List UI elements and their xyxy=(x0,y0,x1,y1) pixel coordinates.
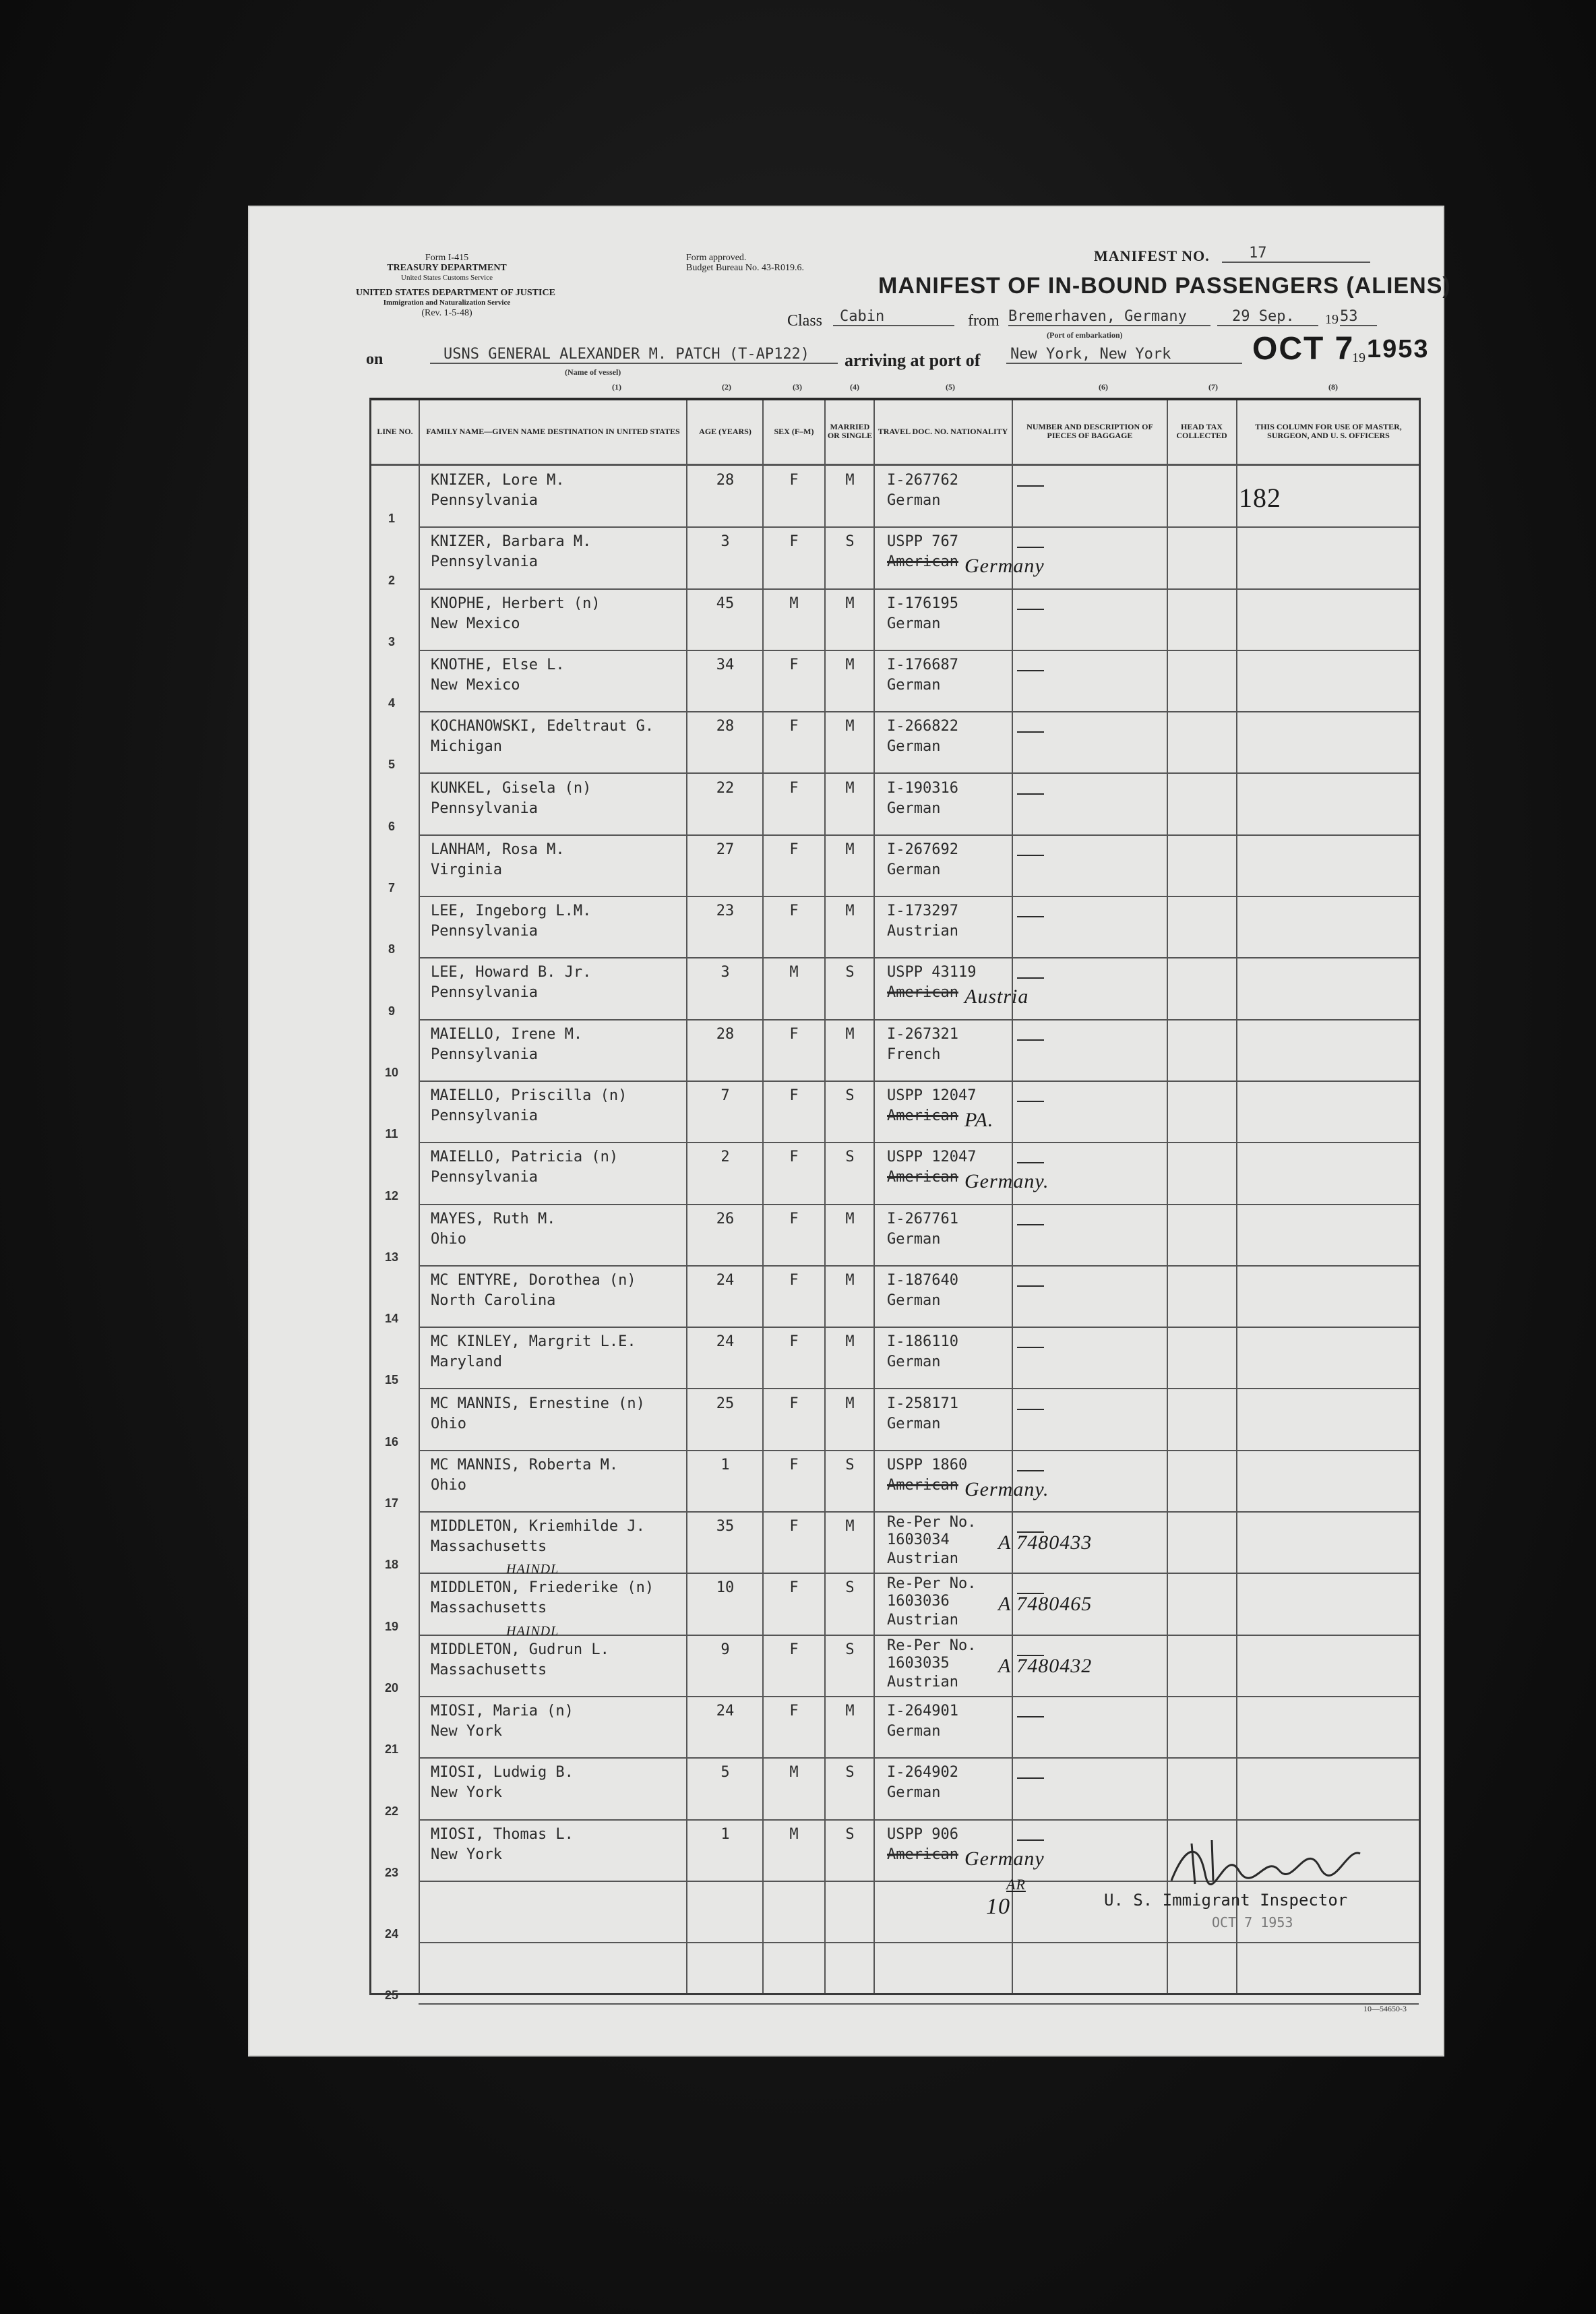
age-value: 2 xyxy=(720,1149,730,1166)
baggage-check-mark xyxy=(1017,793,1044,795)
travel-doc: USPP 12047 xyxy=(887,1149,977,1166)
passenger-name: LANHAM, Rosa M. xyxy=(431,841,565,858)
passenger-name: MC MANNIS, Ernestine (n) xyxy=(431,1395,645,1412)
travel-doc: I-176195 xyxy=(887,595,958,612)
baggage-check-mark xyxy=(1017,1224,1044,1225)
sex-value: F xyxy=(789,1703,799,1719)
passenger-name: MAIELLO, Irene M. xyxy=(431,1025,583,1043)
marital-status: M xyxy=(845,1210,855,1227)
count-suffix: AR xyxy=(1006,1876,1026,1893)
line-number: 8 xyxy=(388,942,395,956)
travel-doc: I-264901 xyxy=(887,1703,958,1719)
sex-value: F xyxy=(789,1579,799,1597)
marital-status: M xyxy=(845,1025,855,1043)
destination: Ohio xyxy=(431,1476,466,1494)
handwritten-nationality-note: A 7480465 xyxy=(998,1593,1093,1616)
sex-value: F xyxy=(789,1395,799,1412)
travel-doc: I-258171 xyxy=(887,1395,958,1412)
marital-status: M xyxy=(845,1395,855,1412)
marital-status: M xyxy=(845,718,855,735)
line-number: 10 xyxy=(384,1065,399,1079)
line-number: 17 xyxy=(384,1496,399,1511)
table-row xyxy=(371,1389,1419,1450)
passenger-name: MAYES, Ruth M. xyxy=(431,1210,556,1227)
baggage-check-mark xyxy=(1017,977,1044,979)
baggage-check-mark xyxy=(1017,1531,1044,1533)
marital-status: M xyxy=(845,1333,855,1351)
line-number: 6 xyxy=(388,819,395,833)
nationality: German xyxy=(887,676,941,694)
col-head-age: AGE (YEARS) xyxy=(699,426,751,436)
col-number: (2) xyxy=(722,382,731,392)
marital-status: M xyxy=(845,903,855,920)
destination: Maryland xyxy=(431,1353,502,1371)
table-row xyxy=(371,1696,1419,1757)
form-footer: 10—54650-3 xyxy=(1363,2004,1407,2013)
vessel-note: (Name of vessel) xyxy=(565,367,621,377)
age-value: 24 xyxy=(716,1333,735,1351)
nationality: French xyxy=(887,1045,941,1063)
sex-value: F xyxy=(789,1641,799,1658)
destination: North Carolina xyxy=(431,1291,556,1309)
travel-doc: USPP 906 xyxy=(887,1825,958,1843)
line-number: 24 xyxy=(384,1927,399,1941)
travel-doc: I-267761 xyxy=(887,1210,958,1227)
table-row xyxy=(371,1204,1419,1265)
line-number: 4 xyxy=(388,696,395,710)
handwritten-nationality-note: PA. xyxy=(964,1109,994,1131)
page-title: MANIFEST OF IN-BOUND PASSENGERS (ALIENS) xyxy=(878,273,1451,299)
sex-value: F xyxy=(789,1025,799,1043)
line-number: 14 xyxy=(384,1312,399,1326)
count-note: 10 xyxy=(986,1894,1010,1919)
col-head-officers: THIS COLUMN FOR USE OF MASTER, SURGEON, AND U. S. OFFICERS xyxy=(1255,422,1402,440)
table-row xyxy=(371,1450,1419,1511)
nationality: German xyxy=(887,738,941,756)
row-rule xyxy=(419,2003,1419,2005)
marital-status: S xyxy=(845,533,855,551)
from-value: Bremerhaven, Germany xyxy=(1008,308,1210,326)
passenger-name: MIOSI, Thomas L. xyxy=(431,1825,574,1843)
travel-doc: USPP 43119 xyxy=(887,964,977,981)
passenger-name: MIOSI, Maria (n) xyxy=(431,1703,574,1719)
table-row xyxy=(371,1757,1419,1819)
baggage-check-mark xyxy=(1017,1347,1044,1348)
sex-value: F xyxy=(789,1271,799,1289)
baggage-check-mark xyxy=(1017,1777,1044,1779)
passenger-name: MC ENTYRE, Dorothea (n) xyxy=(431,1271,636,1289)
baggage-check-mark xyxy=(1017,1716,1044,1717)
line-number: 13 xyxy=(384,1250,399,1264)
table-row xyxy=(371,1142,1419,1203)
baggage-check-mark xyxy=(1017,1285,1044,1287)
marital-status: M xyxy=(845,656,855,673)
destination: Pennsylvania xyxy=(431,923,538,940)
col-number: (6) xyxy=(1099,382,1108,392)
sex-value: F xyxy=(789,903,799,920)
age-value: 28 xyxy=(716,1025,735,1043)
destination: Massachusetts xyxy=(431,1661,547,1678)
marital-status: M xyxy=(845,595,855,612)
sex-value: F xyxy=(789,841,799,858)
destination: New Mexico xyxy=(431,615,520,632)
col-number: (8) xyxy=(1328,382,1338,392)
sex-value: F xyxy=(789,1333,799,1351)
form-line: Form I-415 xyxy=(425,253,469,263)
embarkation-note: (Port of embarkation) xyxy=(1047,330,1123,340)
table-row xyxy=(371,1019,1419,1080)
baggage-check-mark xyxy=(1017,1839,1044,1841)
nationality: German xyxy=(887,799,941,817)
baggage-check-mark xyxy=(1017,1101,1044,1102)
age-value: 22 xyxy=(716,779,735,797)
age-value: 10 xyxy=(716,1579,735,1597)
year-prefix: 19 xyxy=(1325,312,1339,327)
age-value: 9 xyxy=(720,1641,730,1658)
passenger-name: MC KINLEY, Margrit L.E. xyxy=(431,1333,636,1351)
marital-status: S xyxy=(845,1764,855,1782)
destination: Pennsylvania xyxy=(431,1169,538,1186)
passenger-name: LEE, Ingeborg L.M. xyxy=(431,903,592,920)
marital-status: M xyxy=(845,1518,855,1535)
nationality: German xyxy=(887,1723,941,1740)
destination: Massachusetts xyxy=(431,1538,547,1556)
col-number: (7) xyxy=(1208,382,1218,392)
nationality: German xyxy=(887,1784,941,1802)
passenger-table xyxy=(369,398,1421,2003)
col-head-line-no: LINE NO. xyxy=(377,426,413,436)
travel-doc: USPP 12047 xyxy=(887,1087,977,1104)
class-label: Class xyxy=(787,312,823,330)
travel-doc: I-267321 xyxy=(887,1025,958,1043)
form-line: United States Customs Service xyxy=(401,274,493,282)
approval-block xyxy=(686,253,804,273)
passenger-name: MC MANNIS, Roberta M. xyxy=(431,1456,619,1473)
handwritten-nationality-note: Germany xyxy=(964,555,1045,578)
age-value: 28 xyxy=(716,718,735,735)
nationality: Austrian xyxy=(887,923,958,940)
destination: New York xyxy=(431,1723,502,1740)
age-value: 35 xyxy=(716,1518,735,1535)
arrival-port: New York, New York xyxy=(1006,346,1242,364)
sex-value: M xyxy=(789,964,799,981)
baggage-check-mark xyxy=(1017,1162,1044,1163)
travel-doc: Re-Per No. 1603035 xyxy=(887,1637,977,1672)
passenger-name: KOCHANOWSKI, Edeltraut G. xyxy=(431,718,654,735)
marital-status: S xyxy=(845,964,855,981)
table-row xyxy=(371,526,1419,588)
travel-doc: I-187640 xyxy=(887,1271,958,1289)
sex-value: F xyxy=(789,1087,799,1104)
baggage-check-mark xyxy=(1017,731,1044,733)
nationality: German xyxy=(887,1353,941,1371)
age-value: 24 xyxy=(716,1703,735,1719)
age-value: 1 xyxy=(720,1825,730,1843)
baggage-check-mark xyxy=(1017,547,1044,548)
travel-doc: Re-Per No. 1603036 xyxy=(887,1575,977,1610)
table-row xyxy=(371,1327,1419,1388)
travel-doc: I-264902 xyxy=(887,1764,958,1782)
class-value: Cabin xyxy=(833,308,954,326)
nationality: Austrian xyxy=(887,1550,958,1568)
marital-status: S xyxy=(845,1641,855,1658)
dept-line: UNITED STATES DEPARTMENT OF JUSTICE xyxy=(356,288,555,298)
nationality: American xyxy=(887,1476,958,1494)
line-number: 19 xyxy=(384,1619,399,1633)
nationality: German xyxy=(887,1415,941,1432)
passenger-name: MIDDLETON, Kriemhilde J. xyxy=(431,1518,645,1535)
line-number: 9 xyxy=(388,1004,395,1018)
destination: Michigan xyxy=(431,738,502,756)
age-value: 1 xyxy=(720,1456,730,1473)
col-head-head-tax: HEAD TAX COLLECTED xyxy=(1176,422,1227,440)
line-number: 16 xyxy=(384,1434,399,1449)
nationality: American xyxy=(887,984,958,1002)
travel-doc: I-267692 xyxy=(887,841,958,858)
passenger-name: LEE, Howard B. Jr. xyxy=(431,964,592,981)
nationality: Austrian xyxy=(887,1612,958,1629)
table-row xyxy=(371,1265,1419,1327)
handwritten-nationality-note: Austria xyxy=(964,985,1029,1008)
arrival-year-stamp: 1953 xyxy=(1367,335,1430,363)
department-block xyxy=(356,288,555,318)
line-number: 11 xyxy=(385,1127,398,1141)
passenger-name: KUNKEL, Gisela (n) xyxy=(431,779,592,797)
age-value: 3 xyxy=(720,533,730,551)
destination: Pennsylvania xyxy=(431,553,538,571)
handwritten-nationality-note: A 7480432 xyxy=(998,1654,1093,1677)
destination: Pennsylvania xyxy=(431,492,538,509)
head-tax-mark: 182 xyxy=(1239,483,1281,513)
table-row xyxy=(371,896,1419,957)
marital-status: M xyxy=(845,841,855,858)
year-value: 53 xyxy=(1340,308,1377,326)
table-row xyxy=(371,1942,1419,2003)
inspector-date-stamp: OCT 7 1953 xyxy=(1212,1914,1293,1930)
passenger-name: KNIZER, Barbara M. xyxy=(431,533,592,551)
sex-value: M xyxy=(789,595,799,612)
age-value: 45 xyxy=(716,595,735,612)
vessel-value: USNS GENERAL ALEXANDER M. PATCH (T-AP122) xyxy=(430,346,838,364)
line-number: 7 xyxy=(388,881,395,895)
passenger-name: MIOSI, Ludwig B. xyxy=(431,1764,574,1782)
form-line: TREASURY DEPARTMENT xyxy=(387,263,507,273)
destination: Ohio xyxy=(431,1230,466,1248)
table-row xyxy=(371,773,1419,834)
destination: Virginia xyxy=(431,861,502,878)
table-row xyxy=(371,711,1419,772)
baggage-check-mark xyxy=(1017,1409,1044,1410)
form-id-block xyxy=(366,253,528,283)
nationality: German xyxy=(887,615,941,632)
baggage-check-mark xyxy=(1017,855,1044,856)
travel-doc: USPP 767 xyxy=(887,533,958,551)
handwritten-nationality-note: Germany. xyxy=(964,1478,1049,1500)
travel-doc: I-176687 xyxy=(887,656,958,673)
sex-value: F xyxy=(789,533,799,551)
baggage-check-mark xyxy=(1017,1039,1044,1041)
destination: Ohio xyxy=(431,1415,466,1432)
table-row xyxy=(371,957,1419,1018)
dept-line: (Rev. 1-5-48) xyxy=(421,308,472,318)
nationality: American xyxy=(887,1169,958,1186)
col-head-married: MARRIED OR SINGLE xyxy=(827,422,873,440)
age-value: 25 xyxy=(716,1395,735,1412)
baggage-check-mark xyxy=(1017,485,1044,487)
line-number: 5 xyxy=(388,758,395,772)
sex-value: F xyxy=(789,779,799,797)
age-value: 26 xyxy=(716,1210,735,1227)
arrival-date-stamp: OCT 7 xyxy=(1252,331,1355,367)
on-label: on xyxy=(366,351,383,368)
col-head-baggage: NUMBER AND DESCRIPTION OF PIECES OF BAGGAGE xyxy=(1026,422,1153,440)
inspector-signature xyxy=(1165,1833,1367,1894)
destination: New York xyxy=(431,1784,502,1802)
baggage-check-mark xyxy=(1017,1470,1044,1471)
line-number: 25 xyxy=(384,1988,399,2003)
marital-status: S xyxy=(845,1579,855,1597)
destination: Pennsylvania xyxy=(431,1045,538,1063)
marital-status: M xyxy=(845,1703,855,1719)
sex-value: F xyxy=(789,472,799,489)
dept-line: Immigration and Naturalization Service xyxy=(383,299,511,307)
handwritten-surname-correction: HAINDL xyxy=(506,1623,559,1639)
age-value: 34 xyxy=(716,656,735,673)
line-number: 20 xyxy=(384,1680,399,1695)
nationality: German xyxy=(887,861,941,878)
line-number: 3 xyxy=(388,634,395,648)
manifest-no-value: 17 xyxy=(1222,245,1370,263)
line-number: 15 xyxy=(384,1373,399,1387)
destination: New Mexico xyxy=(431,676,520,694)
passenger-name: MIDDLETON, Friederike (n) xyxy=(431,1579,654,1597)
line-number: 21 xyxy=(384,1742,399,1757)
travel-doc: I-173297 xyxy=(887,903,958,920)
passenger-name: KNOPHE, Herbert (n) xyxy=(431,595,601,612)
nationality: German xyxy=(887,1291,941,1309)
line-number: 18 xyxy=(384,1558,399,1572)
destination: Pennsylvania xyxy=(431,984,538,1002)
age-value: 27 xyxy=(716,841,735,858)
table-row xyxy=(371,1080,1419,1142)
from-label: from xyxy=(968,312,1000,330)
passenger-name: KNOTHE, Else L. xyxy=(431,656,565,673)
age-value: 3 xyxy=(720,964,730,981)
table-row xyxy=(371,588,1419,650)
passenger-name: MIDDLETON, Gudrun L. xyxy=(431,1641,609,1658)
nationality: German xyxy=(887,1230,941,1248)
col-number: (5) xyxy=(946,382,955,392)
marital-status: M xyxy=(845,779,855,797)
nationality: German xyxy=(887,492,941,509)
baggage-check-mark xyxy=(1017,609,1044,610)
marital-status: S xyxy=(845,1825,855,1843)
baggage-check-mark xyxy=(1017,1593,1044,1594)
nationality: American xyxy=(887,1846,958,1863)
table-row xyxy=(371,650,1419,711)
travel-doc: USPP 1860 xyxy=(887,1456,968,1473)
destination: Pennsylvania xyxy=(431,1107,538,1124)
age-value: 28 xyxy=(716,472,735,489)
sex-value: M xyxy=(789,1825,799,1843)
line-number: 2 xyxy=(388,573,395,587)
line-number: 1 xyxy=(388,512,395,526)
col-head-name: FAMILY NAME—GIVEN NAME DESTINATION IN UNITED STATES xyxy=(426,426,680,436)
col-number: (4) xyxy=(850,382,859,392)
col-number: (1) xyxy=(612,382,621,392)
age-value: 5 xyxy=(720,1764,730,1782)
passenger-name: MAIELLO, Patricia (n) xyxy=(431,1149,619,1166)
destination: New York xyxy=(431,1846,502,1863)
marital-status: S xyxy=(845,1456,855,1473)
baggage-check-mark xyxy=(1017,916,1044,917)
destination: Pennsylvania xyxy=(431,799,538,817)
age-value: 23 xyxy=(716,903,735,920)
sex-value: F xyxy=(789,1210,799,1227)
handwritten-nationality-note: Germany xyxy=(964,1847,1045,1870)
sex-value: M xyxy=(789,1764,799,1782)
travel-doc: I-190316 xyxy=(887,779,958,797)
passenger-name: KNIZER, Lore M. xyxy=(431,472,565,489)
handwritten-nationality-note: A 7480433 xyxy=(998,1531,1093,1554)
nationality: Austrian xyxy=(887,1673,958,1691)
arriving-label: arriving at port of xyxy=(845,351,981,370)
inspector-title: U. S. Immigrant Inspector xyxy=(1104,1891,1348,1910)
col-number: (3) xyxy=(793,382,802,392)
line-number: 12 xyxy=(384,1188,399,1202)
col-head-travel-doc: TRAVEL DOC. NO. NATIONALITY xyxy=(878,426,1008,436)
travel-doc: I-266822 xyxy=(887,718,958,735)
travel-doc: I-267762 xyxy=(887,472,958,489)
nationality: American xyxy=(887,553,958,571)
table-row xyxy=(371,834,1419,896)
sex-value: F xyxy=(789,656,799,673)
col-head-sex: SEX (F–M) xyxy=(774,426,814,436)
line-number: 22 xyxy=(384,1804,399,1818)
marital-status: M xyxy=(845,472,855,489)
travel-doc: Re-Per No. 1603034 xyxy=(887,1514,977,1549)
date-value: 29 Sep. xyxy=(1217,308,1318,326)
manifest-page xyxy=(248,206,1451,2057)
sex-value: F xyxy=(789,1149,799,1166)
passenger-name: MAIELLO, Priscilla (n) xyxy=(431,1087,627,1104)
arrival-year-prefix: 19 xyxy=(1352,351,1365,365)
baggage-check-mark xyxy=(1017,1655,1044,1656)
manifest-no-label: MANIFEST NO. xyxy=(1094,247,1210,264)
marital-status: M xyxy=(845,1271,855,1289)
travel-doc: I-186110 xyxy=(887,1333,958,1351)
age-value: 7 xyxy=(720,1087,730,1104)
nationality: American xyxy=(887,1107,958,1124)
marital-status: S xyxy=(845,1149,855,1166)
approval-line: Form approved. xyxy=(686,253,747,263)
destination: Massachusetts xyxy=(431,1600,547,1617)
age-value: 24 xyxy=(716,1271,735,1289)
handwritten-nationality-note: Germany. xyxy=(964,1170,1049,1193)
line-number: 23 xyxy=(384,1865,399,1879)
approval-line: Budget Bureau No. 43-R019.6. xyxy=(686,263,804,273)
sex-value: F xyxy=(789,1518,799,1535)
sex-value: F xyxy=(789,718,799,735)
baggage-check-mark xyxy=(1017,670,1044,671)
sex-value: F xyxy=(789,1456,799,1473)
marital-status: S xyxy=(845,1087,855,1104)
handwritten-surname-correction: HAINDL xyxy=(506,1562,559,1577)
